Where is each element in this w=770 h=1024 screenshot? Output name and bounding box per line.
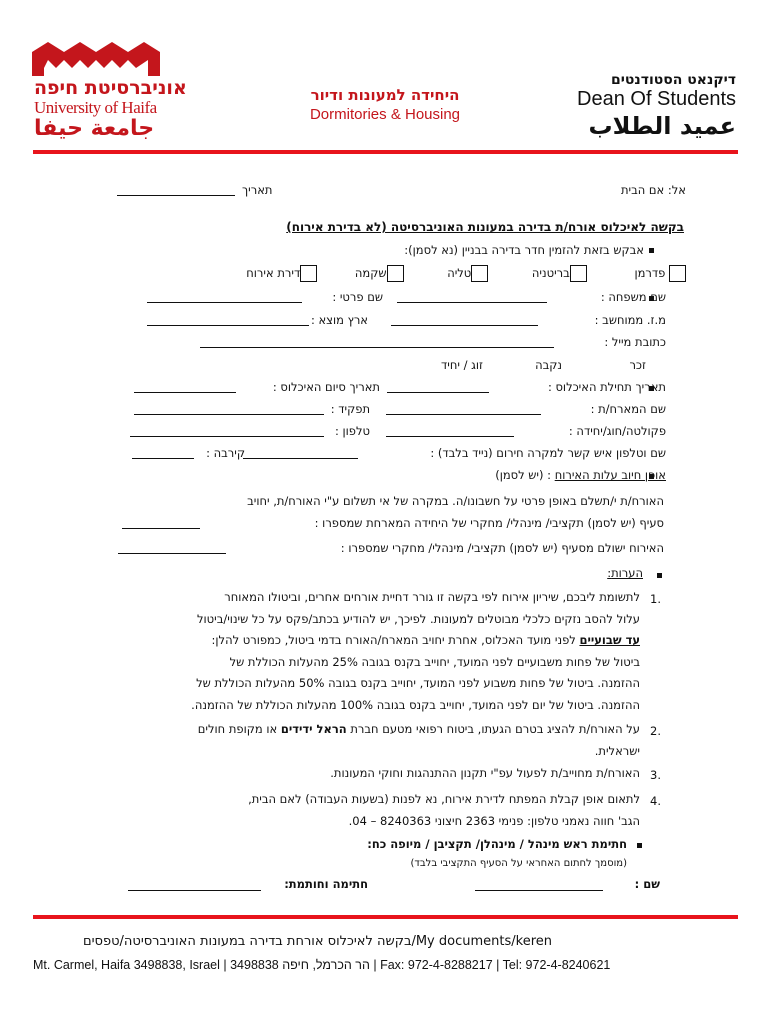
request-line: אבקש בזאת להזמין חדר בדירה בבניין (נא לסמן): [404, 243, 644, 257]
footer-address: Mt. Carmel, Haifa 3498838, Israel | 3498838 הר הכרמל, חיפה | Fax: 972-4-8288217 | Tel: 972-4-8240621 [33, 958, 611, 972]
start-date-field[interactable] [387, 392, 489, 393]
first-name-field[interactable] [147, 302, 302, 303]
signature-stamp-label: חתימה וחותמת: [284, 877, 368, 891]
unit-title-hebrew: היחידה למעונות ודיור [310, 86, 460, 104]
relation-label: קירבה : [206, 446, 245, 460]
dean-english: Dean Of Students [577, 88, 736, 110]
footer-path: My documents/keren/בקשה לאיכלוס אורחת בדירה במעונות האוניברסיטה/טפסים [83, 934, 552, 949]
payment-option-section: האירוח ישולם מסעיף (יש לסמן) תקציבי/ מינהלי/ מחקרי שמספרו : [340, 541, 664, 555]
gender-male[interactable]: זכר [629, 358, 646, 372]
building-britannia[interactable]: בריטניה [532, 266, 587, 280]
header-divider [33, 150, 738, 154]
id-field[interactable] [391, 325, 538, 326]
building-talia[interactable]: טליה [447, 266, 488, 280]
phone-field[interactable] [130, 436, 324, 437]
role-field[interactable] [134, 414, 324, 415]
phone-label: טלפון : [335, 424, 370, 438]
last-name-field[interactable] [397, 302, 547, 303]
role-label: תפקיד : [330, 402, 370, 416]
note-1: לתשומת ליבכם, שיריון אירוח לפי בקשה זו גורר דחיית אורחים אחרים, וביטולו המאוחר עלול להסב נזקים כלכלי מבוטלים למעונות. לפיכך, יש להודיע בכתב/פקס על כל שינוי/ביטול עד שבועיים לפני מועד האכלוס, אחרת יחויב המארח/האורח בדמי ביטול, כמפורט להלן: ביטול של פחות משבועיים לפני המועד, יחוייב בקנס בגובה 25% מהעלות הכוללת של ההזמנה. ביטול של פחות משבוע לפני המועד, יחוייב בקנס בגובה 50% מהעלות הכוללת של ההזמנה. ביטול של יום לפני המועד, יחוייב בקנס בגובה 100% מהעלות הכוללת של ההזמנה. [191, 590, 640, 712]
note-number: 3. [650, 768, 661, 782]
logo-hebrew: אוניברסיטת חיפה [34, 77, 187, 99]
date-field[interactable] [117, 195, 235, 196]
faculty-label: פקולטה/חוג/יחידה : [568, 424, 666, 438]
host-name-field[interactable] [386, 414, 541, 415]
note-2: על האורח/ת להציג בטרם הגעתו, ביטוח רפואי מטעם חברת הראל ידידים או מקופת חולים ישראלית. [197, 722, 640, 758]
checkbox[interactable] [669, 265, 686, 282]
country-label: ארץ מוצא : [310, 313, 368, 327]
dean-hebrew: דיקנאט הסטודנטים [611, 72, 736, 88]
payment-option-private-cont: סעיף (יש לסמן) תקציבי/ מינהלי/ מחקרי של היחידה המארחת שמספרו : [314, 516, 664, 530]
faculty-field[interactable] [386, 436, 514, 437]
checkbox[interactable] [471, 265, 488, 282]
payment-section-field-2[interactable] [118, 553, 226, 554]
host-name-label: שם המארח/ת : [590, 402, 666, 416]
last-name-label: שם משפחה : [600, 290, 666, 304]
signer-name-field[interactable] [475, 890, 603, 891]
payment-option-private: האורח/ת י/תשלם באופן פרטי על חשבונו/ה. במקרה של אי תשלום ע"י האורח/ת, יחויב [247, 494, 664, 508]
building-guest-apartment[interactable]: דירת אירוח [246, 266, 317, 280]
first-name-label: שם פרטי : [332, 290, 383, 304]
id-label: מ.ז. ממוחשב : [594, 313, 666, 327]
signature-title: חתימת ראש מינהל / מינהלן/ תקציבן / מיופה כח: [367, 837, 627, 851]
building-shikma[interactable]: שקמה [355, 266, 404, 280]
payment-section-field-1[interactable] [122, 528, 200, 529]
checkbox[interactable] [570, 265, 587, 282]
building-federman[interactable]: פדרמן [634, 266, 686, 280]
note-number: 2. [650, 724, 661, 738]
logo-arabic: جامعة حيفا [34, 116, 155, 141]
note-number: 1. [650, 592, 661, 606]
end-date-field[interactable] [134, 392, 236, 393]
note-number: 4. [650, 794, 661, 808]
bullet [657, 573, 662, 578]
email-label: כתובת מייל : [604, 335, 666, 349]
logo-english: University of Haifa [34, 98, 157, 117]
form-title: בקשה לאיכלוס אורח/ת בדירה במעונות האוניברסיטה (לא בדירת אירוח) [286, 220, 684, 234]
bullet [637, 843, 642, 848]
note-4: לתאום אופן קבלת המפתח לדירת אירוח, נא לפנות (בשעות העבודה) לאם הבית, הגב' חווה נאמני טלפון: פנימי 2363 חיצוני 8240363 – 04. [248, 792, 640, 828]
relation-field[interactable] [132, 458, 194, 459]
signer-name-label: שם : [634, 877, 660, 891]
dean-arabic: عميد الطلاب [588, 112, 736, 140]
email-field[interactable] [200, 347, 554, 348]
checkbox[interactable] [387, 265, 404, 282]
footer-divider [33, 915, 738, 919]
emergency-field[interactable] [243, 458, 358, 459]
checkbox[interactable] [300, 265, 317, 282]
emergency-label: שם וטלפון איש קשר למקרה חירום (נייד בלבד) : [430, 446, 666, 460]
gender-female[interactable]: נקבה [535, 358, 562, 372]
notes-heading: הערות: [607, 566, 643, 580]
gender-couple-single[interactable]: זוג / יחיד [441, 358, 483, 372]
signature-stamp-field[interactable] [128, 890, 261, 891]
note-3: האורח/ת מחוייב/ת לפעול עפ"י תקנון ההתנהגות וחוקי המעונות. [330, 766, 640, 780]
building-options [66, 265, 686, 282]
end-date-label: תאריך סיום האיכלוס : [272, 380, 380, 394]
start-date-label: תאריך תחילת האיכלוס : [547, 380, 666, 394]
signature-note: (מוסמך לחתום האחראי על הסעיף התקציבי בלבד) [410, 858, 627, 869]
payment-heading: אופן חיוב עלות האירוח : (יש לסמן) [495, 468, 666, 482]
to-line: אל: אם הבית [620, 183, 686, 197]
logo-mark-icon [30, 38, 165, 78]
bullet [649, 248, 654, 253]
country-field[interactable] [147, 325, 309, 326]
date-label: תאריך [242, 183, 273, 197]
unit-title-english: Dormitories & Housing [309, 106, 461, 123]
